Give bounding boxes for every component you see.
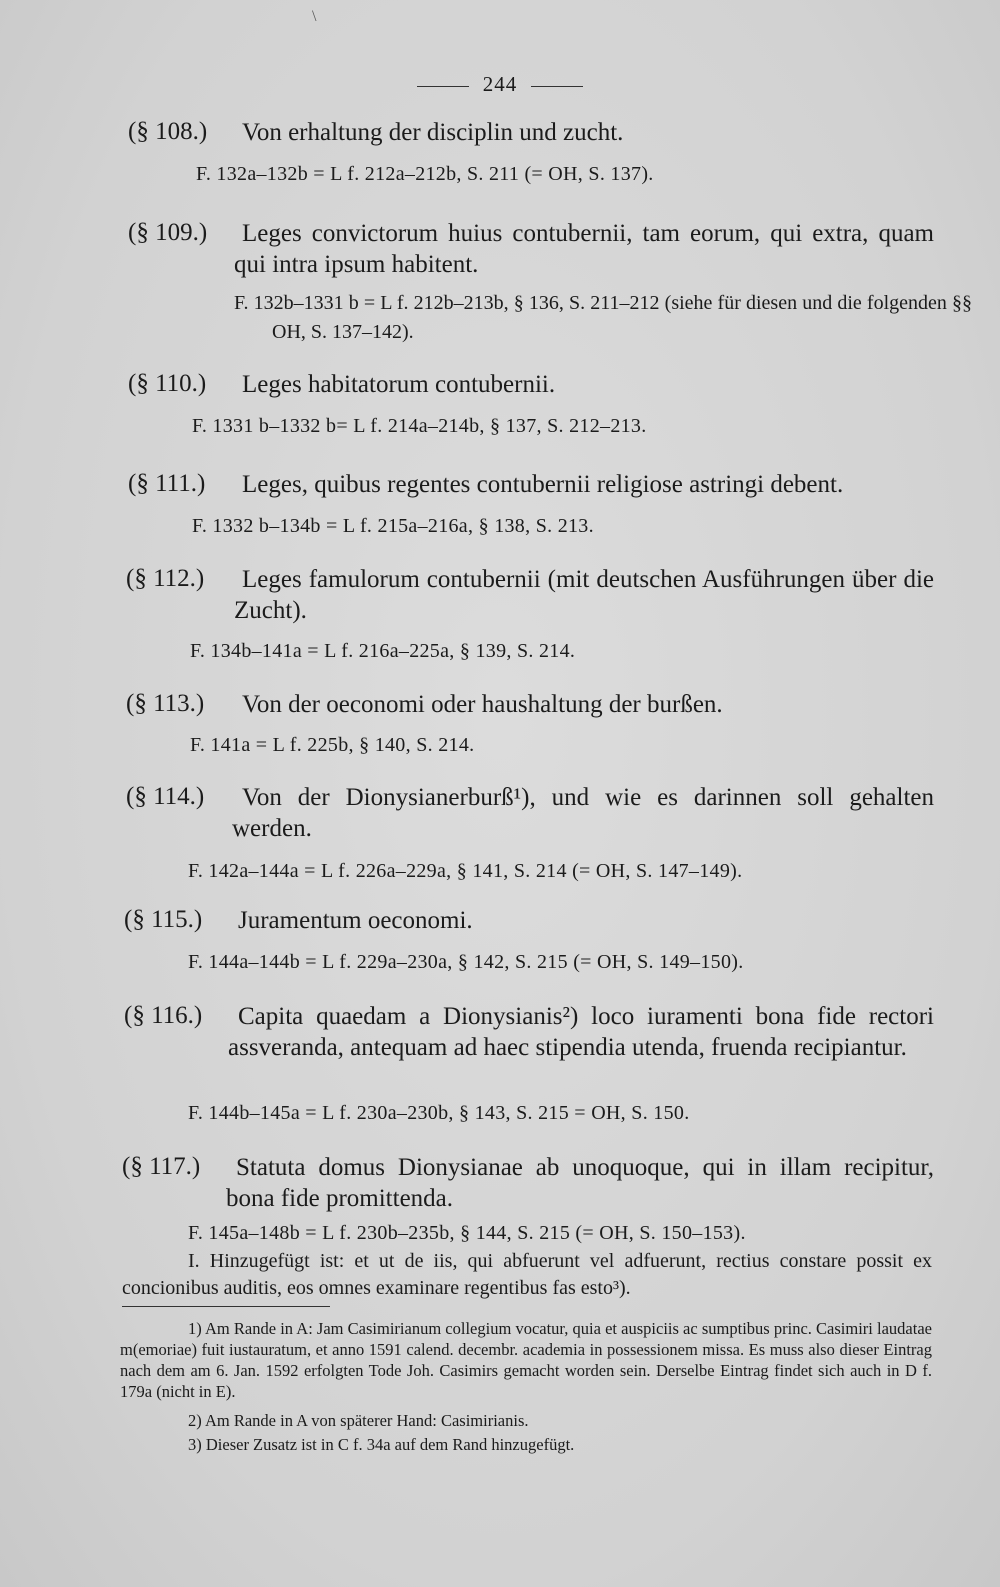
footnote-3: 3) Dieser Zusatz ist in C f. 34a auf dem Rand hinzugefügt. [188, 1435, 575, 1454]
folio-reference: F. 132a–132b = L f. 212a–212b, S. 211 (= OH, S. 137). [196, 163, 654, 185]
section-number: (§ 112.) [126, 565, 205, 592]
section-title: Statuta domus Dionysianae ab unoquoque, qui in illam recipitur, bona fide promittenda. [226, 1154, 934, 1212]
footnote-1: 1) Am Rande in A: Jam Casimirianum collegium vocatur, quia et auspiciis ac sumptibus princ. Casimiri laudatae m(emoriae) fuit iustauratum, et anno 1591 calend. decembr. academia in possessionem missa. Es muss also dieser Eintrag nach dem am 6. Jan. 1592 erfolgten Tode Joh. Casimirs gemacht worden sein. Derselbe Eintrag findet sich auch in D f. 179a (nicht in E). [120, 1319, 932, 1401]
section-number: (§ 111.) [128, 470, 206, 497]
dash-left [417, 86, 469, 87]
section-title: Von erhaltung der disciplin und zucht. [242, 119, 624, 146]
folio-reference: F. 1331 b–1332 b= L f. 214a–214b, § 137, S. 212–213. [192, 415, 647, 437]
section-title: Von der oeconomi oder haushaltung der burßen. [242, 691, 723, 718]
dash-right [531, 86, 583, 87]
folio-reference: F. 144a–144b = L f. 229a–230a, § 142, S. 215 (= OH, S. 149–150). [188, 951, 744, 973]
section-number: (§ 117.) [122, 1153, 201, 1180]
folio-reference: F. 134b–141a = L f. 216a–225a, § 139, S. 214. [190, 640, 576, 662]
section-number: (§ 115.) [124, 906, 203, 933]
section-title: Leges, quibus regentes contubernii religiose astringi debent. [242, 471, 844, 498]
footnote-2: 2) Am Rande in A von späterer Hand: Casimirianis. [188, 1411, 529, 1430]
section-number: (§ 113.) [126, 690, 205, 717]
section-number: (§ 116.) [124, 1002, 203, 1029]
page-number-line [0, 72, 1000, 97]
folio-reference: F. 144b–145a = L f. 230a–230b, § 143, S. 215 = OH, S. 150. [188, 1102, 690, 1124]
folio-reference: F. 1332 b–134b = L f. 215a–216a, § 138, S. 213. [192, 515, 594, 537]
section-title: Leges habitatorum contubernii. [242, 371, 556, 398]
folio-reference: F. 145a–148b = L f. 230b–235b, § 144, S. 215 (= OH, S. 150–153). [188, 1222, 746, 1244]
top-mark: \ [312, 8, 317, 25]
section-title: Juramentum oeconomi. [238, 907, 473, 934]
section-number: (§ 109.) [128, 219, 208, 246]
section-title: Von der Dionysianerburß¹), und wie es darinnen soll gehalten werden. [232, 784, 934, 842]
section-number: (§ 114.) [126, 783, 205, 810]
section-number: (§ 108.) [128, 118, 208, 145]
folio-reference: F. 141a = L f. 225b, § 140, S. 214. [190, 734, 475, 756]
addition-note: I. Hinzugefügt ist: et ut de iis, qui abfuerunt vel adfuerunt, rectius constare possit ex concionibus auditis, eos omnes examinare regentibus fas esto³). [122, 1250, 932, 1299]
section-title: Capita quaedam a Dionysianis²) loco iuramenti bona fide rectori assveranda, antequam ad haec stipendia utenda, fruenda recipiantur. [228, 1003, 934, 1061]
section-title: Leges convictorum huius contubernii, tam eorum, qui extra, quam qui intra ipsum habitent. [234, 220, 934, 278]
folio-reference: F. 132b–1331 b = L f. 212b–213b, § 136, S. 211–212 (siehe für diesen und die folgenden §§ OH, S. 137–142). [234, 292, 972, 343]
folio-reference: F. 142a–144a = L f. 226a–229a, § 141, S. 214 (= OH, S. 147–149). [188, 860, 743, 882]
footnote-rule [122, 1306, 330, 1307]
section-number: (§ 110.) [128, 370, 207, 397]
page-number: 244 [482, 72, 518, 96]
section-title: Leges famulorum contubernii (mit deutschen Ausführungen über die Zucht). [234, 566, 934, 624]
